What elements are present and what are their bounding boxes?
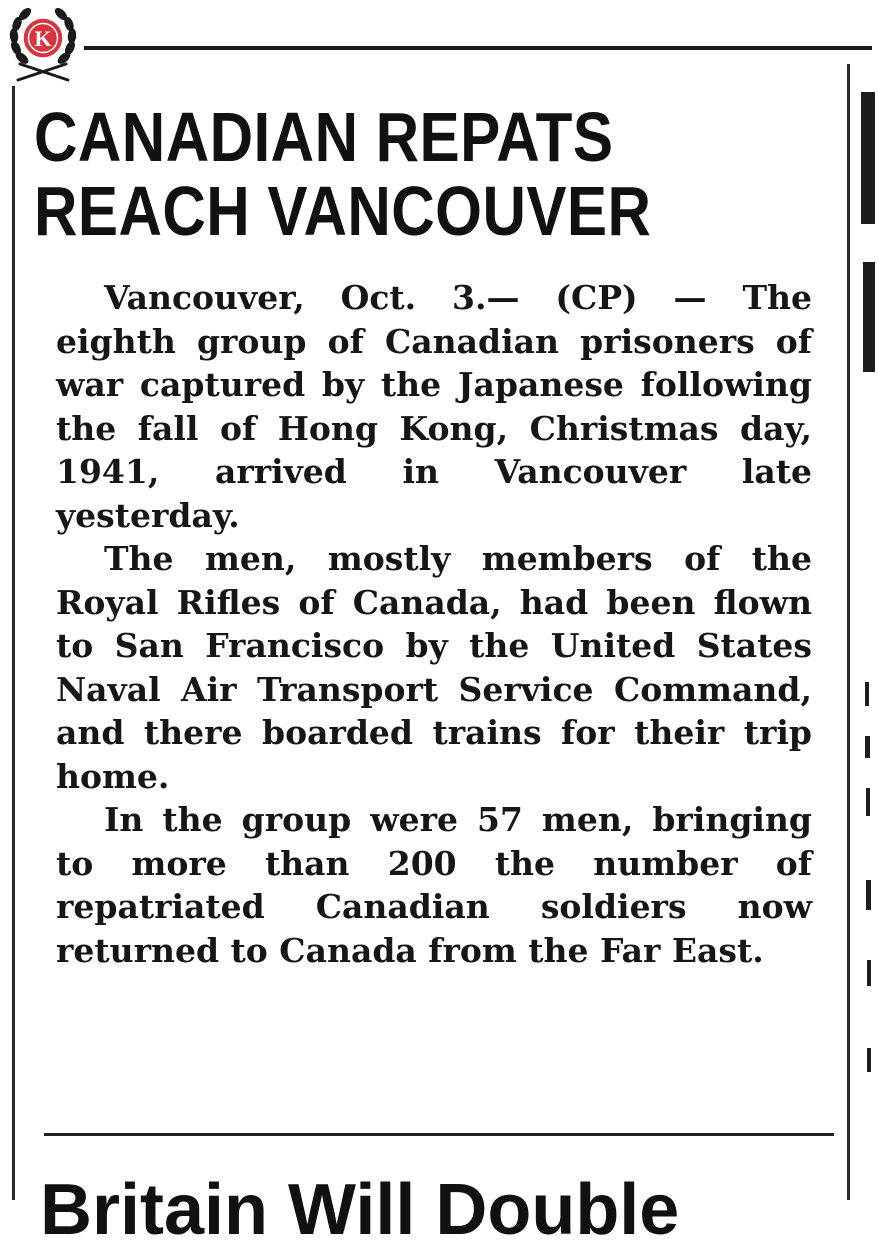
top-column-rule	[84, 46, 872, 50]
laurel-wreath-icon	[6, 4, 80, 84]
article-paragraph: Vancouver, Oct. 3.— (CP) — The eighth group of Canadian prisoners of war captured by the Japanese following the fall of Hong Kong, Christmas day, 1941, arrived in Vancouver late yesterday.	[56, 278, 812, 535]
adjacent-column-fragment	[857, 0, 878, 1200]
logo-letter: K	[34, 26, 52, 51]
article-body	[56, 276, 812, 972]
headline-line-1: CANADIAN REPATS	[34, 98, 614, 176]
left-column-rule	[12, 86, 15, 1200]
next-article-headline-cropped	[40, 1158, 680, 1250]
headline-line-2: REACH VANCOUVER	[34, 172, 652, 250]
laurel-wreath-logo	[6, 4, 80, 84]
next-headline-text: Britain Will Double	[40, 1170, 680, 1250]
article-end-rule	[44, 1133, 834, 1136]
right-column-rule	[847, 64, 850, 1200]
article-paragraph: In the group were 57 men, bringing to more than 200 the number of repatriated Canadian soldiers now returned to Canada from the Far East.	[56, 800, 812, 970]
article-headline	[34, 100, 651, 248]
article-paragraph: The men, mostly members of the Royal Rifles of Canada, had been flown to San Francisco by the United States Naval Air Transport Service Command, and there boarded trains for their trip home.	[56, 539, 812, 796]
